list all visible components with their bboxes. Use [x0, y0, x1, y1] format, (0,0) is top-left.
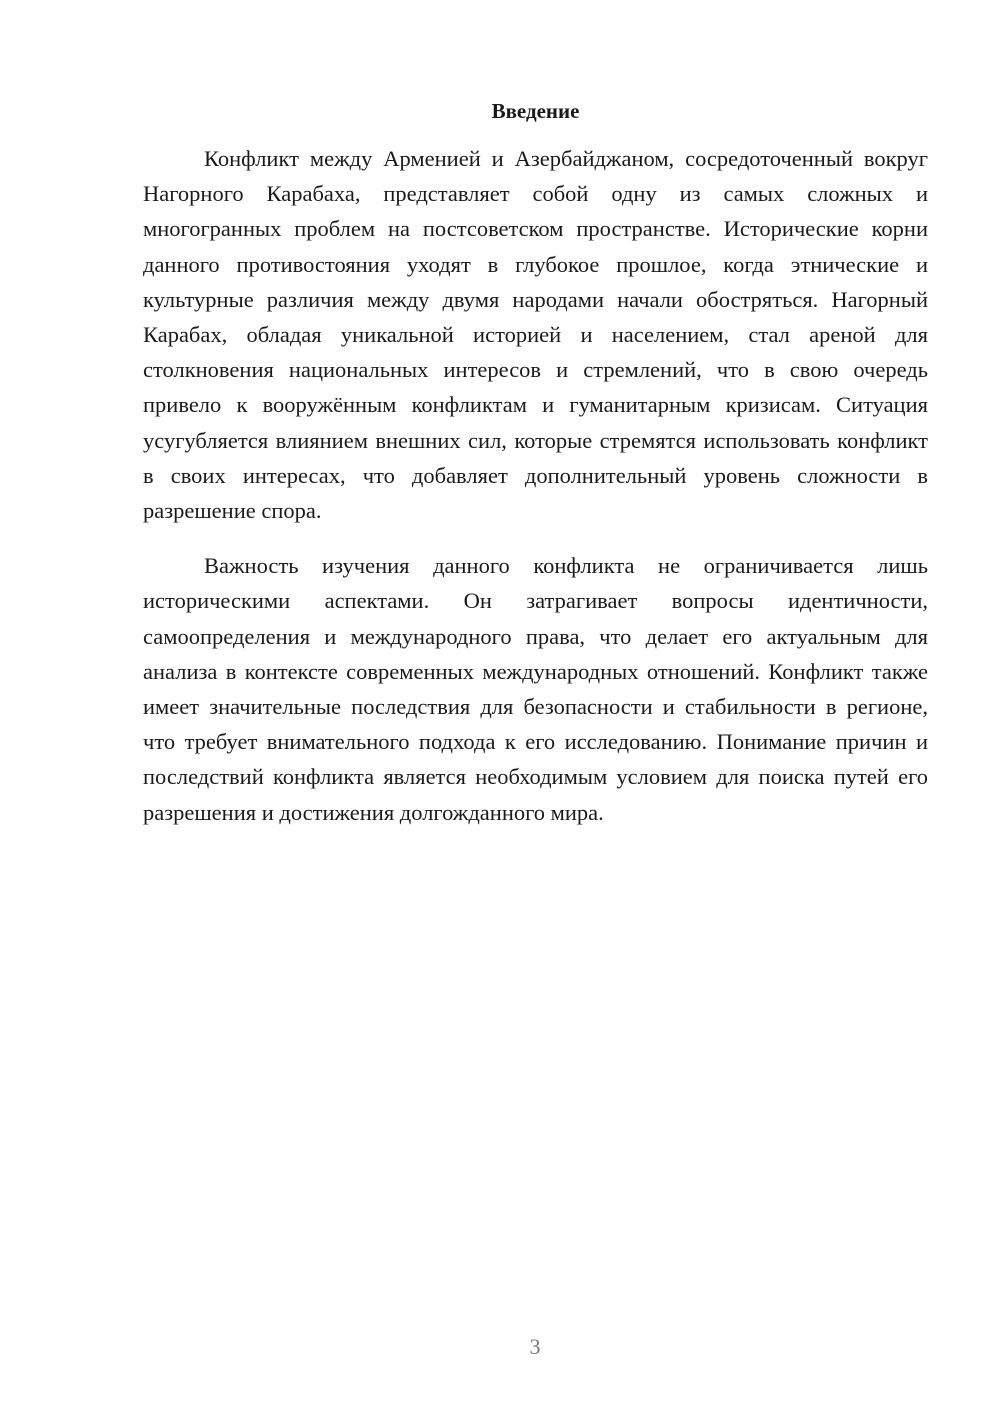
section-heading: Введение	[491, 99, 580, 123]
page-number: 3	[529, 1334, 541, 1359]
body-text	[143, 141, 928, 830]
paragraph-2: Важность изучения данного конфликта не ограничивается лишь историческими аспектами. Он затрагивает вопросы идентичности, самоопределения и международного права, что делает его актуальным для анализа в контексте современных международных отношений. Конфликт также имеет значительные последствия для безопасности и стабильности в регионе, что требует внимательного подхода к его исследованию. Понимание причин и последствий конфликта является необходимым условием для поиска путей его разрешения и достижения долгожданного мира.	[143, 553, 928, 825]
paragraph-1: Конфликт между Арменией и Азербайджаном, сосредоточенный вокруг Нагорного Карабаха, представляет собой одну из самых сложных и многогранных проблем на постсоветском пространстве. Исторические корни данного противостояния уходят в глубокое прошлое, когда этнические и культурные различия между двумя народами начали обостряться. Нагорный Карабах, обладая уникальной историей и населением, стал ареной для столкновения национальных интересов и стремлений, что в свою очередь привело к вооружённым конфликтам и гуманитарным кризисам. Ситуация усугубляется влиянием внешних сил, которые стремятся использовать конфликт в своих интересах, что добавляет дополнительный уровень сложности в разрешение спора.	[143, 146, 928, 524]
